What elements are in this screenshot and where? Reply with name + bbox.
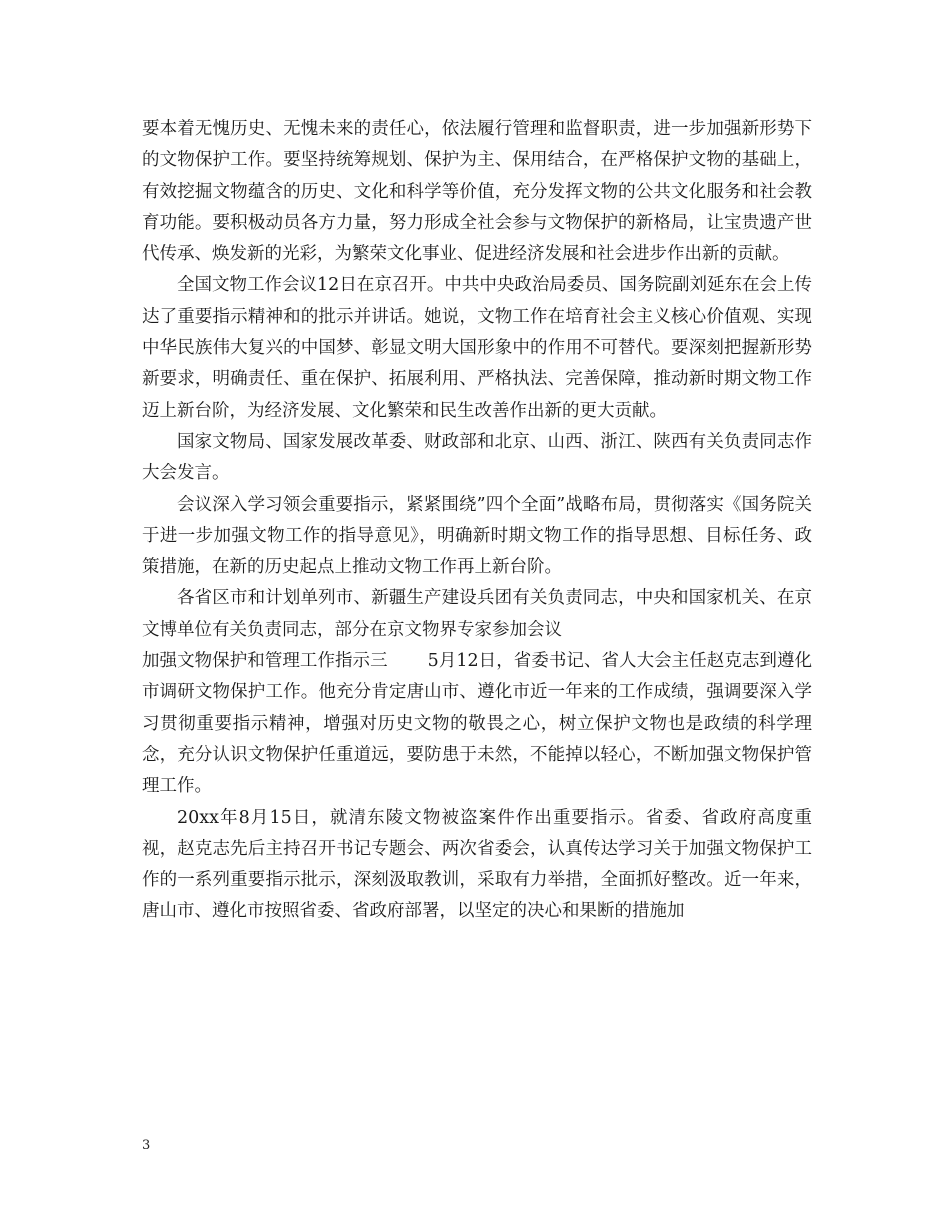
paragraph-3: 国家文物局、国家发展改革委、财政部和北京、山西、浙江、陕西有关负责同志作大会发言。	[142, 431, 812, 484]
document-body	[142, 114, 812, 928]
paragraph-6-text: 5月12日，省委书记、省人大会主任赵克志到遵化市调研文物保护工作。他充分肯定唐山市、遵化市近一年来的工作成绩，强调要深入学习贯彻重要指示精神，增强对历史文物的敬畏之心，树立保护文物也是政绩的科学理念，充分认识文物保护任重道远，要防患于未然，不能掉以轻心，不断加强文物保护管理工作。	[142, 651, 812, 797]
paragraph-5: 各省区市和计划单列市、新疆生产建设兵团有关负责同志，中央和国家机关、在京文博单位有关负责同志，部分在京文物界专家参加会议	[142, 588, 812, 640]
paragraph-4: 会议深入学习领会重要指示，紧紧围绕”四个全面”战略布局，贯彻落实《国务院关于进一步加强文物工作的指导意见》，明确新时期文物工作的指导思想、目标任务、政策措施，在新的历史起点上推动文物工作再上新台阶。	[142, 494, 812, 578]
paragraph-2: 全国文物工作会议12日在京召开。中共中央政治局委员、国务院副刘延东在会上传达了重要指示精神和的批示并讲话。她说，文物工作在培育社会主义核心价值观、实现中华民族伟大复兴的中国梦、彰显文明大国形象中的作用不可替代。要深刻把握新形势新要求，明确责任、重在保护、拓展利用、严格执法、完善保障，推动新时期文物工作迈上新台阶，为经济发展、文化繁荣和民生改善作出新的更大贡献。	[142, 275, 812, 421]
page-number: 3	[142, 1138, 151, 1153]
paragraph-1: 要本着无愧历史、无愧未来的责任心，依法履行管理和监督职责，进一步加强新形势下的文物保护工作。要坚持统筹规划、保护为主、保用结合，在严格保护文物的基础上，有效挖掘文物蕴含的历史、文化和科学等价值，充分发挥文物的公共文化服务和社会教育功能。要积极动员各方力量，努力形成全社会参与文物保护的新格局，让宝贵遗产世代传承、焕发新的光彩，为繁荣文化事业、促进经济发展和社会进步作出新的贡献。	[142, 119, 812, 265]
paragraph-6	[142, 646, 812, 802]
section-heading: 加强文物保护和管理工作指示三	[142, 651, 388, 672]
paragraph-7: 20xx年8月15日，就清东陵文物被盗案件作出重要指示。省委、省政府高度重视，赵克志先后主持召开书记专题会、两次省委会，认真传达学习关于加强文物保护工作的一系列重要指示批示，深刻汲取教训，采取有力举措，全面抓好整改。近一年来，唐山市、遵化市按照省委、省政府部署，以坚定的决心和果断的措施加	[142, 807, 812, 922]
